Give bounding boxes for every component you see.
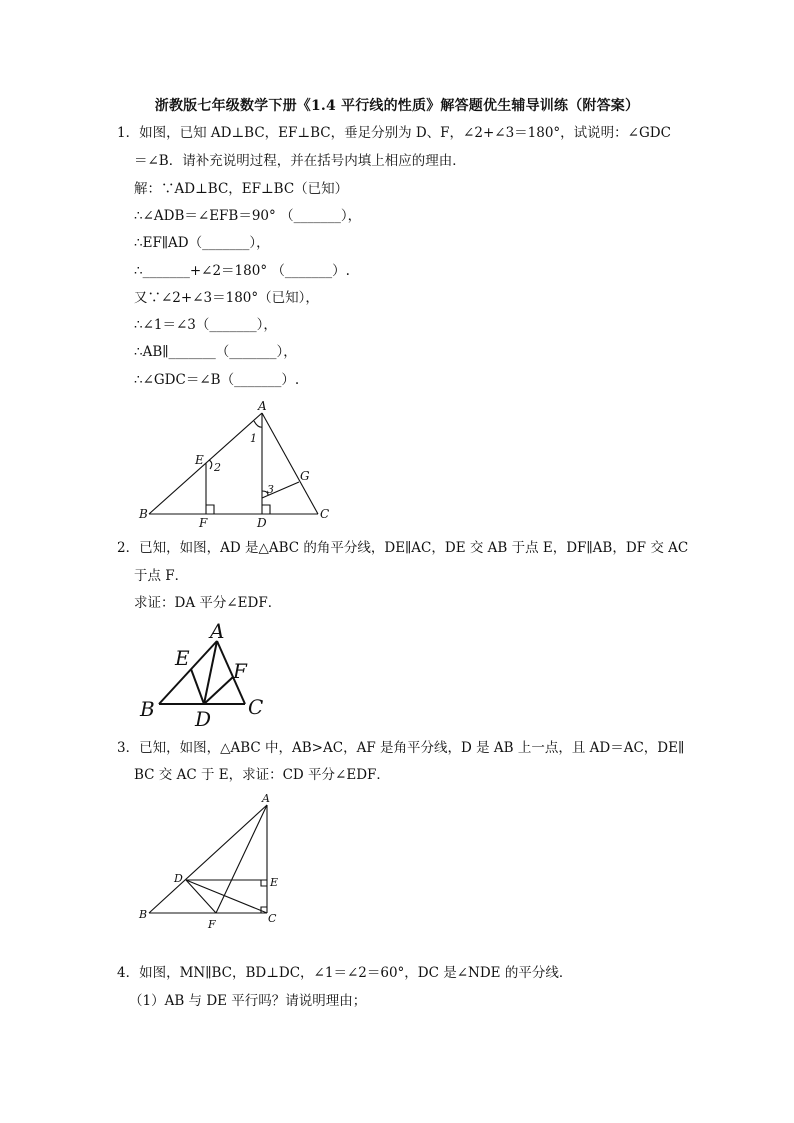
q1-stem-line1: 1．如图，已知 AD⊥BC，EF⊥BC，垂足分别为 D、F，∠2+∠3＝180°，试说明：∠GDC bbox=[117, 125, 671, 141]
q3-label: F bbox=[208, 918, 216, 931]
q3-label: E bbox=[270, 876, 279, 889]
q3-label: B bbox=[139, 908, 148, 921]
q1-label: 1 bbox=[250, 432, 257, 445]
q1-label: C bbox=[320, 507, 330, 521]
q1-stem-line2: ＝∠B．请补充说明过程，并在括号内填上相应的理由． bbox=[134, 153, 466, 169]
q3-stem-line2: BC 交 AC 于 E，求证：CD 平分∠EDF． bbox=[134, 767, 390, 783]
q1-step-3: ∴EF∥AD（_______）， bbox=[134, 235, 270, 251]
q1-label: 2 bbox=[214, 461, 221, 474]
q1-step-4: ∴_______+∠2＝180° （_______）. bbox=[134, 263, 350, 279]
q1-label: E bbox=[195, 453, 204, 467]
q2-label: A bbox=[210, 619, 225, 643]
q2-label: D bbox=[195, 707, 212, 731]
q3-label: A bbox=[262, 792, 270, 805]
q1-step-2: ∴∠ADB＝∠EFB＝90° （_______）， bbox=[134, 208, 362, 224]
q3-label: C bbox=[268, 912, 277, 925]
q1-step-5: 又∵∠2+∠3＝180°（已知）， bbox=[134, 290, 319, 306]
q2-stem-line1: 2．已知，如图，AD 是△ABC 的角平分线，DE∥AC，DE 交 AB 于点 E，DF∥AB，DF 交 AC bbox=[117, 540, 689, 556]
q2-label: C bbox=[248, 695, 264, 719]
q1-label: B bbox=[139, 507, 148, 521]
q2-label: E bbox=[175, 646, 190, 670]
q1-label: A bbox=[258, 399, 267, 413]
q1-step-7: ∴AB∥_______（_______）， bbox=[134, 344, 297, 360]
q1-label: 3 bbox=[267, 483, 274, 496]
q1-step-6: ∴∠1＝∠3（_______）， bbox=[134, 317, 277, 333]
q2-stem-line2: 于点 F． bbox=[134, 568, 189, 584]
q4-subquestion-1: （1）AB 与 DE 平行吗？请说明理由； bbox=[129, 993, 367, 1009]
q2-proof-statement: 求证：DA 平分∠EDF． bbox=[134, 595, 282, 611]
q3-stem-line1: 3．已知，如图，△ABC 中，AB>AC，AF 是角平分线，D 是 AB 上一点，且 AD＝AC，DE∥ bbox=[117, 740, 685, 756]
q2-label: F bbox=[233, 659, 247, 683]
q1-label: D bbox=[257, 516, 267, 530]
q1-step-8: ∴∠GDC＝∠B（_______）. bbox=[134, 372, 300, 388]
q3-label: D bbox=[174, 872, 183, 885]
document-title: 浙教版七年级数学下册《1.4 平行线的性质》解答题优生辅导训练（附答案） bbox=[154, 98, 640, 114]
q2-label: B bbox=[140, 697, 155, 721]
q4-stem: 4．如图，MN∥BC，BD⊥DC，∠1＝∠2＝60°，DC 是∠NDE 的平分线． bbox=[117, 965, 573, 981]
q1-step-1: 解：∵AD⊥BC，EF⊥BC（已知） bbox=[134, 181, 349, 197]
q1-label: G bbox=[300, 469, 310, 483]
q1-label: F bbox=[199, 516, 208, 530]
